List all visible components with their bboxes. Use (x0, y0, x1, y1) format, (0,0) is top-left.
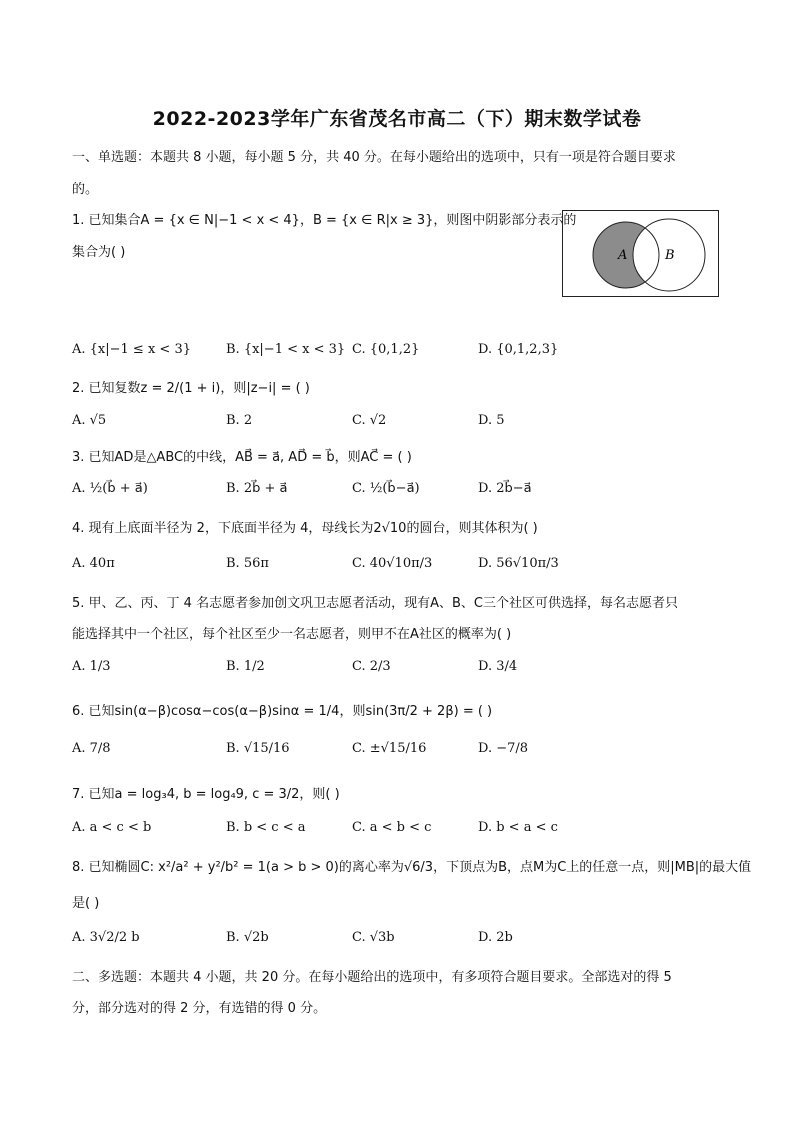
exam-title: 2022-2023学年广东省茂名市高二（下）期末数学试卷 (152, 108, 642, 130)
question-6-line1: 6. 已知sin(α−β)cosα−cos(α−β)sinα = 1/4，则sin(3π/2 + 2β) = ( ) (72, 704, 493, 719)
question-7-option-b: B. b < c < a (226, 820, 306, 835)
question-7-option-a: A. a < c < b (72, 820, 152, 835)
section2-instructions-line1: 二、多选题：本题共 4 小题，共 20 分。在每小题给出的选项中，有多项符合题目要求。全部选对的得 5 (72, 970, 672, 985)
question-8-option-a: A. 3√2/2 b (72, 930, 140, 945)
question-1-option-c: C. {0,1,2} (352, 342, 420, 357)
question-3-option-d: D. 2b⃗−a⃗ (478, 481, 532, 496)
question-4-option-c: C. 40√10π/3 (352, 556, 433, 571)
question-8-option-c: C. √3b (352, 930, 395, 945)
question-7-option-d: D. b < a < c (478, 820, 558, 835)
question-3-option-c: C. ½(b⃗−a⃗) (352, 481, 420, 496)
question-3-option-a: A. ½(b⃗ + a⃗) (72, 481, 148, 496)
question-2-option-d: D. 5 (478, 413, 505, 428)
question-4-option-b: B. 56π (226, 556, 269, 571)
question-7-line1: 7. 已知a = log₃4, b = log₄9, c = 3/2，则( ) (72, 787, 340, 802)
question-8-line1: 8. 已知椭圆C: x²/a² + y²/b² = 1(a > b > 0)的离心率为√6/3，下顶点为B，点M为C上的任意一点，则|MB|的最大值 (72, 860, 752, 875)
question-8-line2: 是( ) (72, 896, 100, 911)
question-6-option-c: C. ±√15/16 (352, 741, 427, 756)
question-5-option-d: D. 3/4 (478, 659, 518, 674)
question-4-option-a: A. 40π (72, 556, 115, 571)
question-6-option-a: A. 7/8 (72, 741, 111, 756)
question-1-line2: 集合为( ) (72, 245, 126, 260)
question-1-option-a: A. {x|−1 ≤ x < 3} (72, 342, 191, 357)
question-3-line1: 3. 已知AD是△ABC的中线，AB⃗ = a⃗, AD⃗ = b⃗，则AC⃗ = ( ) (72, 450, 412, 465)
question-2-option-c: C. √2 (352, 413, 387, 428)
question-8-option-d: D. 2b (478, 930, 513, 945)
set-b-label: B (665, 248, 675, 263)
question-2-option-a: A. √5 (72, 413, 107, 428)
question-6-option-d: D. −7/8 (478, 741, 529, 756)
venn-diagram (562, 210, 719, 297)
section2-instructions-line2: 分，部分选对的得 2 分，有选错的得 0 分。 (72, 1001, 327, 1016)
section1-instructions-line1: 一、单选题：本题共 8 小题，每小题 5 分，共 40 分。在每小题给出的选项中，只有一项是符合题目要求 (72, 150, 676, 165)
question-6-option-b: B. √15/16 (226, 741, 290, 756)
question-5-line1: 5. 甲、乙、丙、丁 4 名志愿者参加创文巩卫志愿者活动，现有A、B、C三个社区可供选择，每名志愿者只 (72, 596, 678, 611)
question-4-line1: 4. 现有上底面半径为 2，下底面半径为 4，母线长为2√10的圆台，则其体积为( ) (72, 521, 538, 536)
set-a-label: A (618, 248, 628, 263)
question-1-option-d: D. {0,1,2,3} (478, 342, 559, 357)
question-1-line1: 1. 已知集合A = {x ∈ N|−1 < x < 4}，B = {x ∈ R|x ≥ 3}，则图中阴影部分表示的 (72, 213, 577, 228)
venn-svg (563, 211, 718, 296)
question-5-line2: 能选择其中一个社区，每个社区至少一名志愿者，则甲不在A社区的概率为( ) (72, 627, 512, 642)
question-5-option-b: B. 1/2 (226, 659, 265, 674)
question-2-option-b: B. 2 (226, 413, 253, 428)
question-5-option-a: A. 1/3 (72, 659, 111, 674)
question-2-line1: 2. 已知复数z = 2/(1 + i)，则|z−i| = ( ) (72, 381, 310, 396)
section1-instructions-line2: 的。 (72, 182, 99, 197)
question-8-option-b: B. √2b (226, 930, 269, 945)
question-7-option-c: C. a < b < c (352, 820, 432, 835)
question-3-option-b: B. 2b⃗ + a⃗ (226, 481, 288, 496)
question-1-option-b: B. {x|−1 < x < 3} (226, 342, 346, 357)
question-4-option-d: D. 56√10π/3 (478, 556, 559, 571)
question-5-option-c: C. 2/3 (352, 659, 391, 674)
